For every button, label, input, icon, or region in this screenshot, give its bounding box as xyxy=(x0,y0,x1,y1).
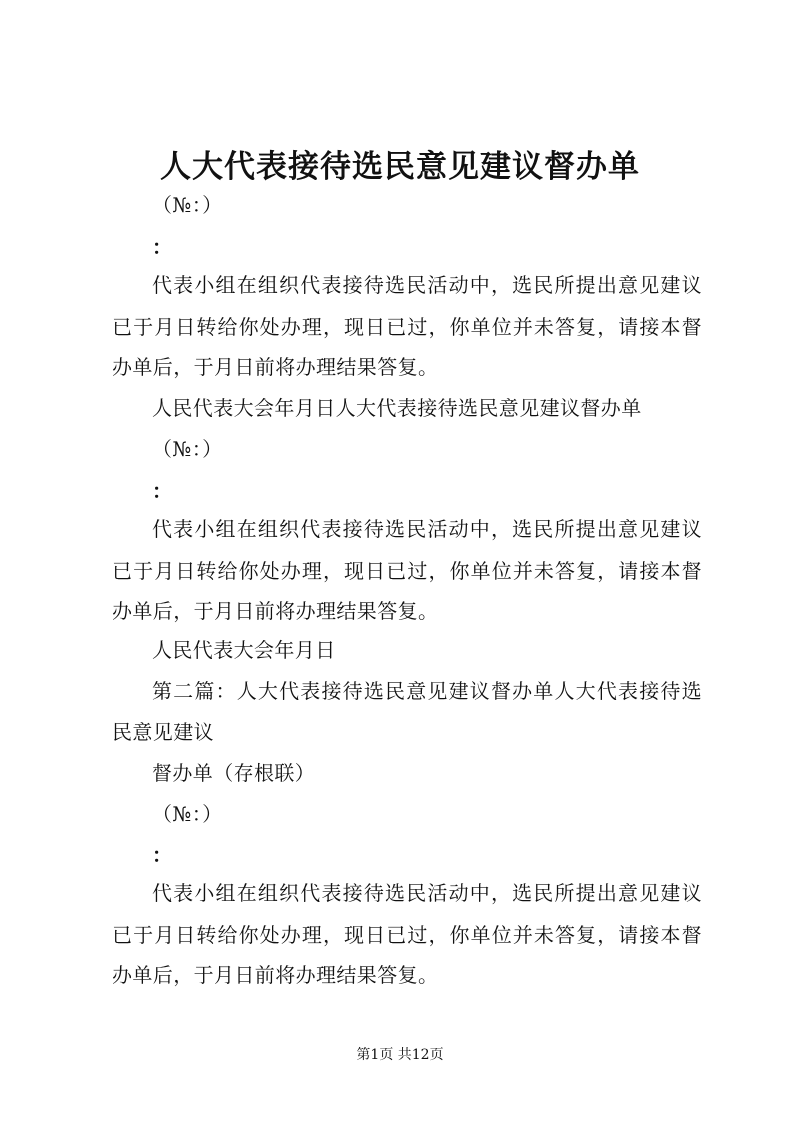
recipient-colon: ： xyxy=(152,843,173,867)
signature-line: 人民代表大会年月日 xyxy=(152,638,336,662)
paragraph-line: 已于月日转给你处办理，现日已过，你单位并未答复，请接本督 xyxy=(112,559,702,583)
recipient-colon: ： xyxy=(152,479,173,503)
number-label: （№：） xyxy=(152,193,223,217)
number-label: （№：） xyxy=(152,802,223,826)
paragraph-line: 代表小组在组织代表接待选民活动中，选民所提出意见建议 xyxy=(152,273,702,297)
recipient-colon: ： xyxy=(152,235,173,259)
paragraph-line: 已于月日转给你处办理，现日已过，你单位并未答复，请接本督 xyxy=(112,923,702,947)
paragraph-line: 办单后，于月日前将办理结果答复。 xyxy=(112,355,439,379)
section-heading-continued: 民意见建议 xyxy=(112,720,214,744)
stub-label: 督办单（存根联） xyxy=(152,761,316,785)
paragraph-line: 已于月日转给你处办理，现日已过，你单位并未答复，请接本督 xyxy=(112,315,702,339)
section-heading: 第二篇：人大代表接待选民意见建议督办单人大代表接待选 xyxy=(152,679,702,703)
paragraph-line: 代表小组在组织代表接待选民活动中，选民所提出意见建议 xyxy=(152,517,702,541)
paragraph-line: 办单后，于月日前将办理结果答复。 xyxy=(112,963,439,987)
paragraph-line: 办单后，于月日前将办理结果答复。 xyxy=(112,599,439,623)
number-label: （№：） xyxy=(152,437,223,461)
document-title: 人大代表接待选民意见建议督办单 xyxy=(160,149,640,185)
page-footer: 第1页 共12页 xyxy=(356,1047,444,1063)
paragraph-line: 代表小组在组织代表接待选民活动中，选民所提出意见建议 xyxy=(152,881,702,905)
signature-line: 人民代表大会年月日人大代表接待选民意见建议督办单 xyxy=(152,396,642,420)
